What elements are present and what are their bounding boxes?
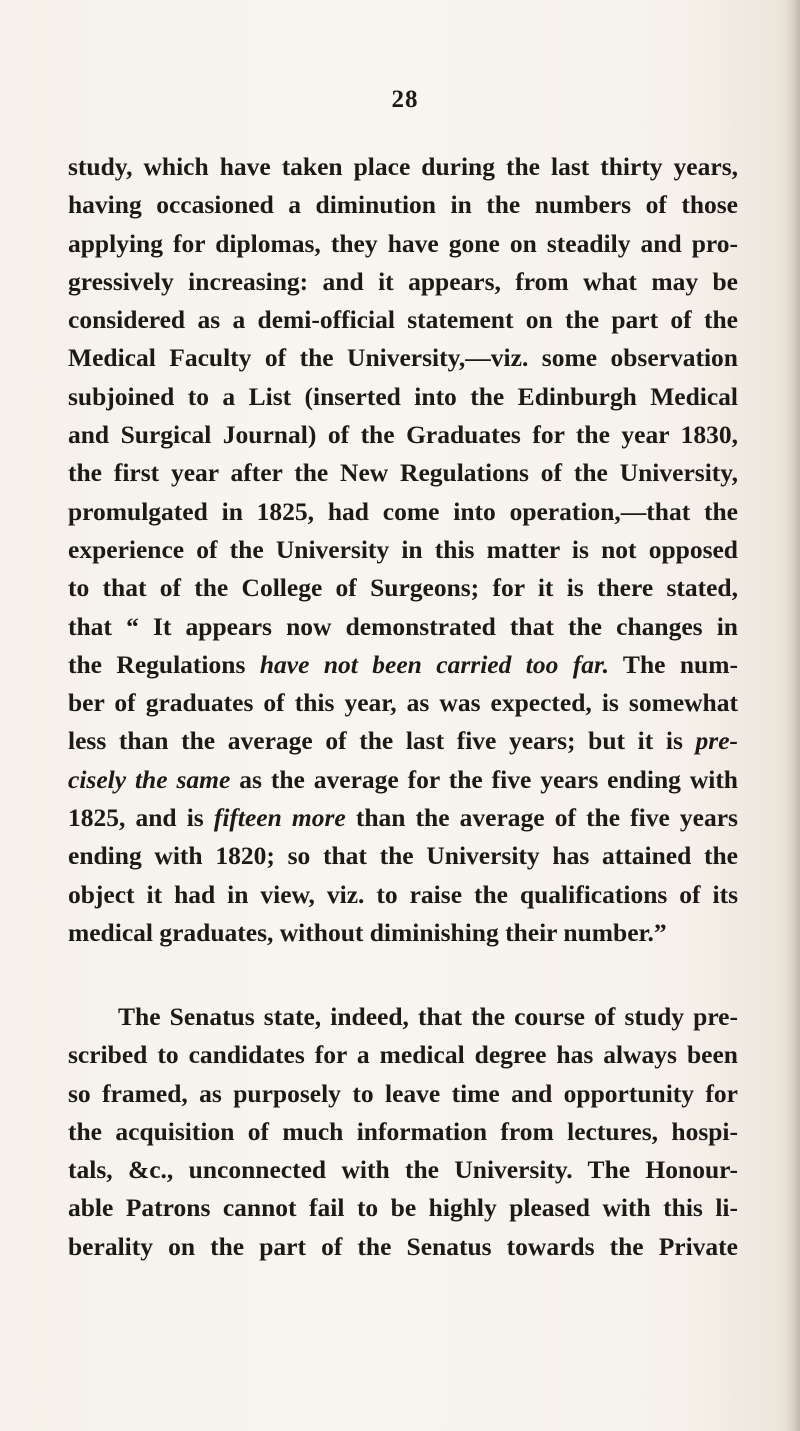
text-line: and Surgical Journal) of the Graduates for the year 1830,: [68, 420, 738, 450]
text-run: than the average of the five years: [345, 803, 738, 833]
italic-emphasis: have not been carried too far.: [259, 649, 609, 679]
paragraph-2: [68, 998, 738, 1266]
italic-emphasis: cisely the same: [68, 764, 231, 794]
text-line: study, which have taken place during the last thirty years,: [68, 152, 738, 181]
text-line: [68, 799, 738, 837]
italic-emphasis: fifteen more: [213, 803, 346, 833]
text-run: 1825, and is: [68, 803, 214, 833]
text-line: able Patrons cannot fail to be highly pleased with this li-: [68, 1193, 738, 1223]
text-line: applying for diplomas, they have gone on steadily and pro-: [68, 228, 738, 258]
text-run: the Regulations: [68, 649, 260, 679]
text-line: considered as a demi-official statement on the part of the: [68, 305, 738, 335]
text-line: object it had in view, viz. to raise the qualifications of its: [68, 879, 738, 909]
text-run: less than the average of the last five years; but it is: [68, 726, 696, 756]
text-line: The Senatus state, indeed, that the course of study pre-: [118, 1002, 738, 1031]
text-run: The num-: [608, 649, 738, 679]
text-line: tals, &c., unconnected with the University. The Honour-: [68, 1155, 738, 1185]
text-line: to that of the College of Surgeons; for it is there stated,: [68, 573, 738, 603]
text-line: the first year after the New Regulations of the University,: [68, 458, 738, 488]
text-line: that “ It appears now demonstrated that the changes in: [68, 611, 738, 641]
page-number: 28: [391, 86, 419, 113]
paragraph-1: [68, 148, 738, 952]
text-line: so framed, as purposely to leave time and opportunity for: [68, 1078, 738, 1108]
text-line: ending with 1820; so that the University has attained the: [68, 841, 738, 871]
text-line: experience of the University in this matter is not opposed: [68, 534, 738, 564]
text-line: promulgated in 1825, had come into operation,—that the: [68, 496, 738, 526]
text-line: scribed to candidates for a medical degree has always been: [68, 1040, 738, 1070]
text-line: [68, 722, 738, 760]
text-line: berality on the part of the Senatus towards the Private: [68, 1231, 738, 1261]
text-line: [68, 761, 738, 799]
text-line: the acquisition of much information from lectures, hospi-: [68, 1116, 738, 1146]
text-line: Medical Faculty of the University,—viz. some observation: [68, 343, 738, 373]
text-line: medical graduates, without diminishing their number.”: [68, 917, 667, 947]
text-run: as the average for the five years ending with: [230, 764, 738, 794]
text-line: subjoined to a List (inserted into the Edinburgh Medical: [68, 381, 738, 411]
text-line: ber of graduates of this year, as was expected, is somewhat: [68, 688, 738, 718]
text-line: gressively increasing: and it appears, from what may be: [68, 266, 738, 296]
page-edge-shadow: [786, 0, 800, 1431]
text-line: [68, 646, 738, 684]
text-line: having occasioned a diminution in the numbers of those: [68, 190, 738, 220]
italic-emphasis: pre-: [695, 726, 738, 756]
